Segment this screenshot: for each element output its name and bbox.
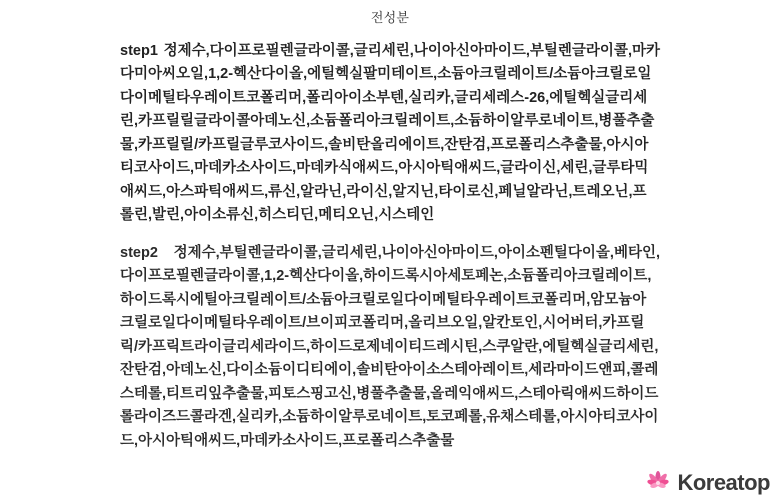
step-label-2: step2 [120, 244, 158, 261]
ingredients-container [120, 26, 660, 453]
ingredient-text-1: 정제수,다이프로필렌글라이콜,글리세린,나이아신아마이드,부틸렌글라이콜,마카다미아씨오일,1,2-헥산다이올,에틸헥실팔미테이트,소듐아크릴레이트/소듐아크릴로일다이메틸타우레이트코폴리머,폴리아이소부텐,실리카,글리세레스-26,에틸헥실글리세린,카프릴릴글라이콜아데노신,소듐폴리아크릴레이트,소듐하이알루로네이트,병풀추출물,카프릴릴/카프릴글루코사이드,솔비탄올리에이트,잔탄검,프로폴리스추출물,아시아티코사이드,마데카소사이드,마데카식애씨드,아시아틱애씨드,글라이신,세린,글루타믹애씨드,아스파틱애씨드,류신,알라닌,라이신,알지닌,타이로신,페닐알라닌,트레오닌,프롤린,발린,아이소류신,히스티딘,메티오닌,시스테인 [120, 43, 660, 224]
watermark-brand: Koreatop [677, 470, 770, 495]
step-label-1: step1 [120, 43, 158, 59]
watermark [645, 470, 770, 496]
lotus-flower-icon [645, 470, 671, 496]
ingredient-text-2: 정제수,부틸렌글라이콜,글리세린,나이아신아마이드,아이소펜틸다이올,베타인,다이프로필렌글라이콜,1,2-헥산다이올,하이드록시아세토페논,소듐폴리아크릴레이트,하이드록시에틸아크릴레이트/소듐아크릴로일다이메틸타우레이트코폴리머,암모늄아크릴로일다이메틸타우레이트/브이피코폴리머,올리브오일,알칸토인,시어버터,카프릴릭/카프릭트라이글리세라이드,하이드로제네이티드레시틴,스쿠알란,에틸헥실글리세린,잔탄검,아데노신,다이소듐이디티에이,솔비탄아이소스테아레이트,세라마이드앤피,콜레스테롤,티트리잎추출물,피토스핑고신,병풀추출물,올레익애씨드,스테아릭애씨드하이드롤라이즈드콜라겐,실리카,소듐하이알루로네이트,토코페롤,유채스테롤,아시아티코사이드,아시아틱애씨드,마데카소사이드,프로폴리스추출물 [120, 244, 660, 449]
ingredient-block-step1 [120, 40, 660, 228]
ingredient-block-step2 [120, 242, 660, 453]
page-title: 전성분 [370, 10, 410, 25]
